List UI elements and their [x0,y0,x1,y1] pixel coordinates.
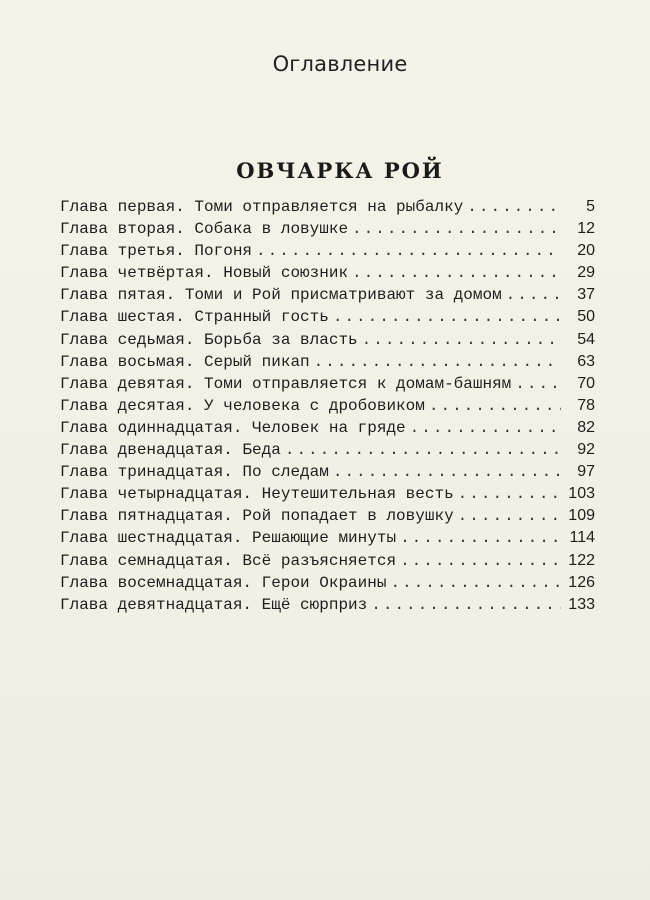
toc-entry-title: Глава девятая. Томи отправляется к домам-башням [60,374,512,393]
page-title: Оглавление [272,52,408,76]
dot-leader [400,527,561,549]
dot-leader [515,373,561,395]
toc-entry [60,417,595,439]
toc-entry-title: Глава восемнадцатая. Герои Окраины [60,573,387,592]
dot-leader [352,262,561,284]
toc-entry-page: 63 [577,352,595,370]
toc-entry [60,196,595,218]
toc-entry-title: Глава пятая. Томи и Рой присматривают за домом [60,286,502,305]
toc-entry-page: 126 [568,573,595,591]
toc-entry-title: Глава шестнадцатая. Решающие минуты [60,529,397,548]
dot-leader [506,284,561,306]
toc-entry-page: 133 [568,595,595,613]
toc-entry-title: Глава четырнадцатая. Неутешительная весть [60,485,454,504]
toc-entry-title: Глава десятая. У человека с дробовиком [60,396,425,415]
dot-leader [467,196,561,218]
dot-leader [410,417,561,439]
dot-leader [362,329,561,351]
toc-entry [60,527,595,549]
toc-entry-title: Глава пятнадцатая. Рой попадает в ловушку [60,507,454,526]
toc-entry [60,439,595,461]
table-of-contents [60,196,595,616]
toc-entry [60,594,595,616]
dot-leader [333,461,561,483]
toc-entry [60,218,595,240]
book-title: ОВЧАРКА РОЙ [236,158,444,183]
toc-entry [60,262,595,284]
toc-entry-title: Глава четвёртая. Новый союзник [60,264,349,283]
toc-entry-title: Глава двенадцатая. Беда [60,441,281,460]
toc-entry-title: Глава третья. Погоня [60,242,253,261]
toc-entry-title: Глава тринадцатая. По следам [60,463,329,482]
toc-entry-page: 12 [577,220,595,238]
toc-entry-title: Глава девятнадцатая. Ещё сюрприз [60,595,368,614]
dot-leader [458,483,561,505]
dot-leader [256,240,561,262]
toc-entry-page: 92 [577,441,595,459]
toc-entry-page: 50 [577,308,595,326]
toc-entry-page: 5 [586,198,595,215]
toc-entry [60,483,595,505]
toc-entry [60,306,595,328]
toc-entry [60,395,595,417]
toc-entry-page: 97 [577,463,595,481]
toc-entry [60,505,595,527]
toc-entry-page: 70 [577,374,595,392]
toc-entry [60,461,595,483]
dot-leader [429,395,561,417]
toc-entry-title: Глава восьмая. Серый пикап [60,352,310,371]
toc-entry-page: 109 [568,507,595,525]
toc-entry-title: Глава первая. Томи отправляется на рыбалку [60,198,464,216]
toc-entry-page: 54 [577,330,595,348]
toc-entry [60,240,595,262]
toc-entry-page: 29 [577,264,595,282]
toc-entry [60,284,595,306]
toc-entry-title: Глава одиннадцатая. Человек на гряде [60,418,406,437]
dot-leader [333,306,561,328]
dot-leader [285,439,561,461]
dot-leader [352,218,561,240]
toc-entry-page: 20 [577,242,595,260]
toc-entry-title: Глава шестая. Странный гость [60,308,329,327]
dot-leader [314,351,561,373]
dot-leader [400,550,561,572]
toc-entry-title: Глава вторая. Собака в ловушке [60,220,349,239]
toc-entry [60,572,595,594]
toc-entry-title: Глава седьмая. Борьба за власть [60,330,358,349]
toc-entry-page: 82 [577,418,595,436]
toc-entry [60,550,595,572]
toc-entry-page: 37 [577,286,595,304]
toc-entry-page: 78 [577,396,595,414]
dot-leader [371,594,561,616]
toc-entry [60,373,595,395]
toc-entry [60,329,595,351]
dot-leader [458,505,561,527]
dot-leader [390,572,561,594]
toc-entry-page: 122 [568,551,595,569]
toc-entry-title: Глава семнадцатая. Всё разъясняется [60,551,397,570]
toc-entry-page: 114 [569,529,595,547]
toc-entry-page: 103 [568,485,595,503]
toc-entry [60,351,595,373]
